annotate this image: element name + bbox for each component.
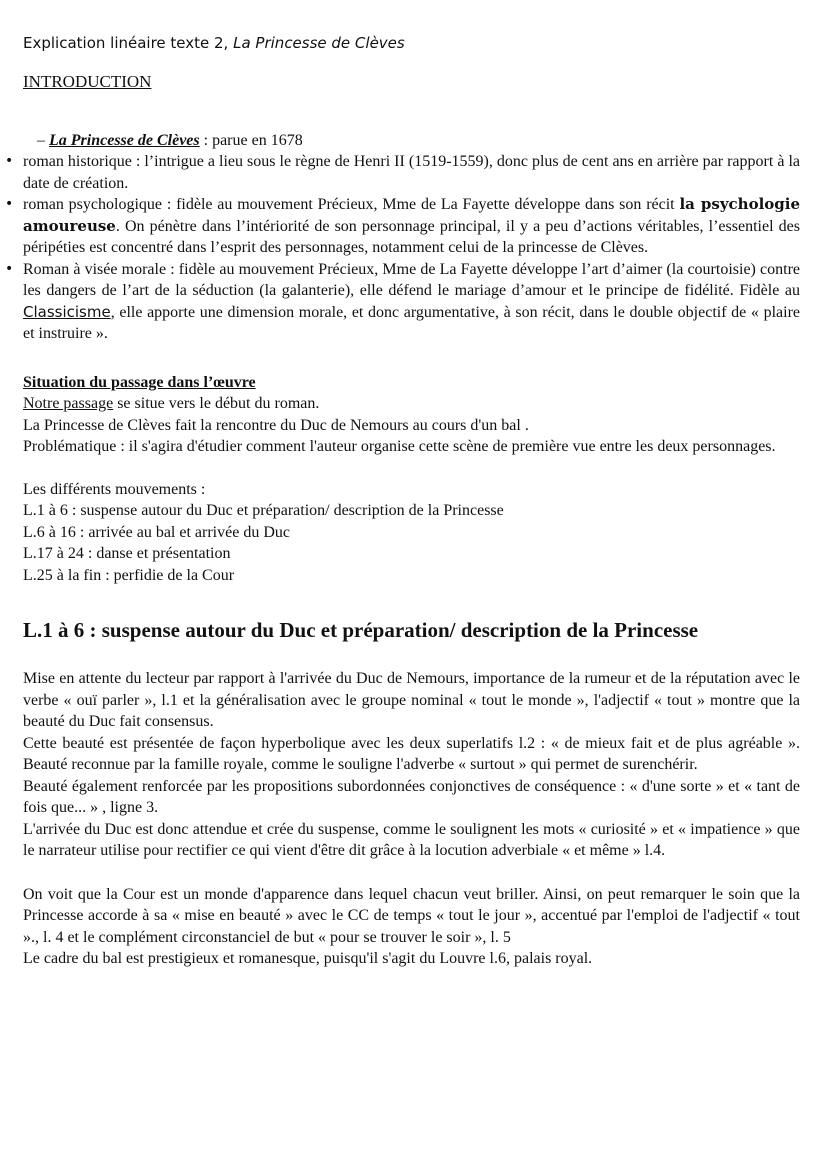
section1-paragraph-5: On voit que la Cour est un monde d'apparence dans lequel chacun veut briller. Ainsi, on peut remarquer le soin que la Princesse accorde à sa « mise en beauté » avec le CC de temps « tout le jour », accentué par l'emploi de l'adjectif « tout »., l. 4 et le complément circonstanciel de but « pour se trouver le soir », l. 5 — [23, 885, 800, 946]
intro-first-line — [23, 130, 800, 152]
bullet-psychologique-bold: la psychologie amoureuse — [23, 195, 801, 235]
section1-paragraph-6: Le cadre du bal est prestigieux et romanesque, puisqu'il s'agit du Louvre l.6, palais royal. — [23, 950, 593, 967]
section1-paragraph-3: Beauté également renforcée par les propositions subordonnées conjonctives de conséquence : « d'une sorte » et « tant de fois que... » , ligne 3. — [23, 777, 800, 816]
movement-item-1: L.1 à 6 : suspense autour du Duc et préparation/ description de la Princesse — [23, 502, 504, 519]
header-title: La Princesse de Clèves — [233, 34, 405, 52]
bullet-psychologique-start: roman psychologique : fidèle au mouvement Précieux, Mme de La Fayette développe dans son récit — [23, 196, 680, 213]
classicisme-link[interactable]: Classicisme — [23, 302, 111, 321]
bullet-psychologique-end: . On pénètre dans l’intériorité de son personnage principal, il y a peu d’actions véritables, l’essentiel des péripéties est concentré dans l’esprit des personnages, notamment celui de la princesse de Clèves. — [23, 217, 800, 256]
movement-item-4: L.25 à la fin : perfidie de la Cour — [23, 566, 235, 584]
section1-heading: L.1 à 6 : suspense autour du Duc et préparation/ description de la Princesse — [23, 618, 699, 642]
spacer — [23, 458, 800, 479]
header-prefix: Explication linéaire texte 2, — [23, 34, 234, 52]
bullet-historique — [23, 151, 800, 194]
bullet-morale-end: , elle apporte une dimension morale, et donc argumentative, à son récit, dans le double objectif de « plaire et instruire ». — [23, 303, 800, 342]
bullet-morale — [23, 259, 800, 345]
section1-paragraph-1: Mise en attente du lecteur par rapport à l'arrivée du Duc de Nemours, importance de la rumeur et de la réputation avec le verbe « ouï parler », l.1 et la généralisation avec le groupe nominal « tout le monde », l'adjectif « tout » montre que la beauté du Duc fait consensus. — [23, 670, 800, 730]
document-header — [23, 32, 800, 54]
intro-bullet-list — [23, 151, 800, 345]
situation-title: Situation du passage dans l’œuvre — [23, 373, 256, 391]
section1-paragraph-2: Cette beauté est présentée de façon hyperbolique avec les deux superlatifs l.2 : « de mieux fait et de plus agréable ». Beauté reconnue par la famille royale, comme le souligne l'adverbe « surtout » qui permet de surenchérir. — [23, 734, 800, 773]
bullet-morale-start: Roman à visée morale : fidèle au mouvement Précieux, Mme de La Fayette développe l’art d’aimer (la courtoisie) contre les dangers de l’art de la séduction (la galanterie), elle défend le mariage d’amour et le principe de fidélité. Fidèle au — [23, 260, 800, 299]
intro-book-title: La Princesse de Clèves — [49, 131, 200, 149]
problematique: Problématique : il s'agira d'étudier comment l'auteur organise cette scène de première vue entre les deux personnages. — [23, 438, 776, 455]
situation-line1-rest: se situe vers le début du roman. — [113, 395, 320, 412]
situation-line1 — [23, 393, 800, 415]
intro-first-text: : parue en 1678 — [199, 131, 303, 149]
situation-line2: La Princesse de Clèves fait la rencontre du Duc de Nemours au cours d'un bal . — [23, 416, 529, 434]
intro-dash: – — [37, 131, 49, 149]
movement-item-3: L.17 à 24 : danse et présentation — [23, 545, 231, 562]
movements-title: Les différents mouvements : — [23, 480, 206, 498]
intro-heading: INTRODUCTION — [23, 72, 152, 91]
section1-paragraph-4: L'arrivée du Duc est donc attendue et crée du suspense, comme le soulignent les mots « curiosité » et « impatience » que le narrateur utilise pour rectifier ce qui vient d'être dit grâce à la locution adverbiale « et même » l.4. — [23, 820, 800, 859]
bullet-psychologique — [23, 194, 800, 259]
movement-item-2: L.6 à 16 : arrivée au bal et arrivée du Duc — [23, 523, 290, 541]
bullet-historique-text: roman historique : l’intrigue a lieu sous le règne de Henri II (1519-1559), donc plus de cent ans en arrière par rapport à la date de création. — [23, 153, 800, 192]
notre-passage: Notre passage — [23, 395, 114, 412]
